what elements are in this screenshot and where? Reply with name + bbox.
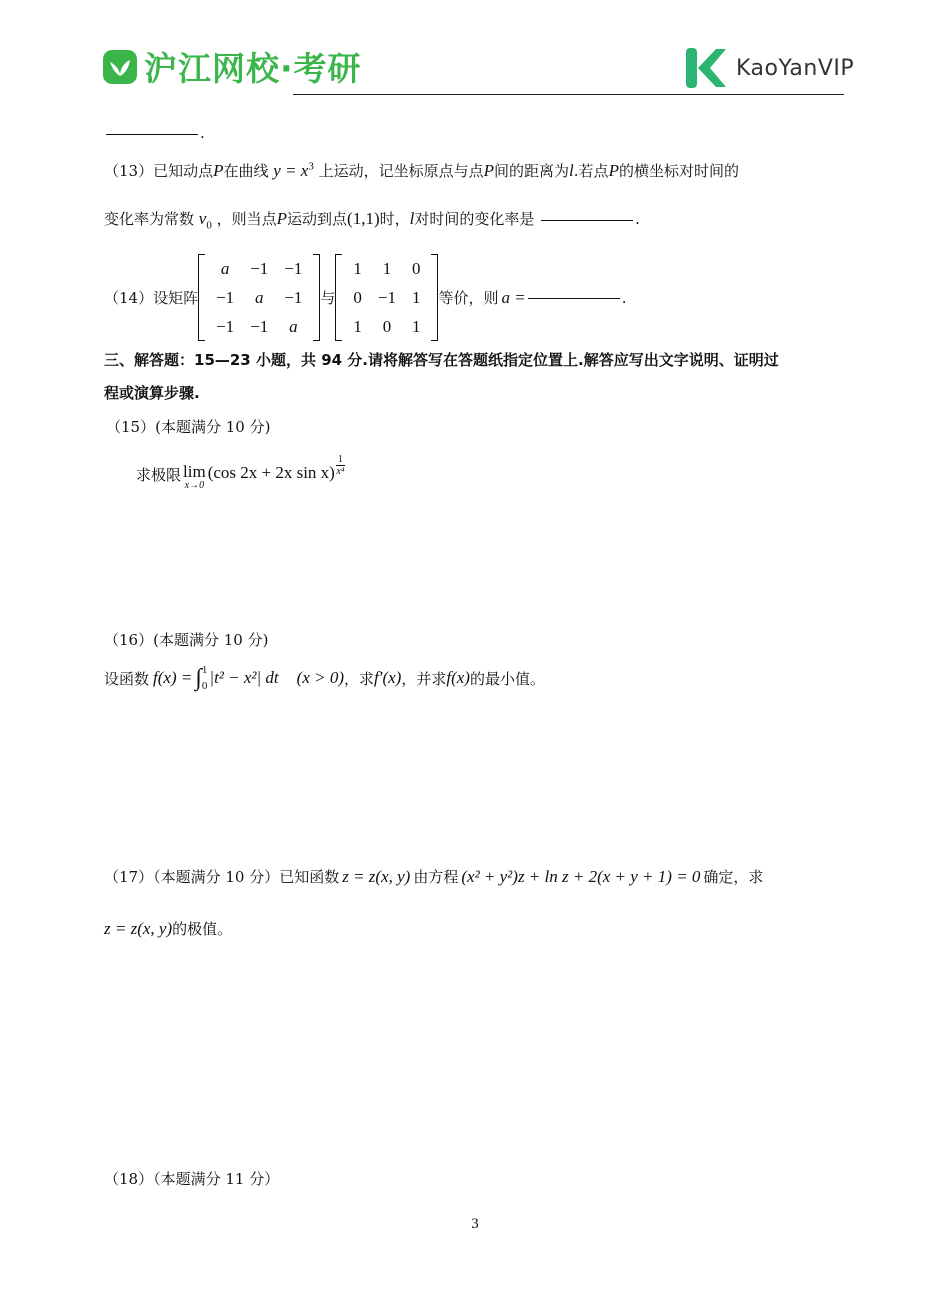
kaoyanvip-logo <box>684 46 854 90</box>
q16-limits: 1 0 <box>201 664 208 692</box>
hujiang-logo <box>102 43 362 90</box>
section3-heading-line1: 三、解答题：15—23 小题，共 94 分.请将解答写在答题纸指定位置上.解答应写出文字说明、证明过 <box>104 351 779 369</box>
q15-title: （15）(本题满分 10 分) <box>106 418 271 436</box>
kaoyan-k-icon <box>684 46 728 90</box>
q17-line1: （17）（本题满分 10 分）已知函数 z = z(x, y) 由方程 (x² + y²)z + ln z + 2(x + y + 1) = 0 确定，求 <box>104 866 764 886</box>
q14-answer-blank <box>528 297 620 299</box>
q13-line1: （13）已知动点P在曲线 $y = x^3$ 上运动，记坐标原点与点P间的距离为l.若点P的横坐标对时间的 <box>104 160 739 180</box>
kaoyanvip-brand-text: KaoYanVIP <box>736 55 855 81</box>
q16-title: （16）(本题满分 10 分) <box>104 631 269 649</box>
q12-answer-blank: . <box>104 124 205 142</box>
q15-exponent: 1 x⁴ <box>336 454 345 477</box>
q13-v0: $v_0$ <box>198 209 212 232</box>
q15-lim: lim x→0 <box>183 462 206 491</box>
q15-expression: 求极限 lim x→0 (cos 2x + 2x sin x) 1 x⁴ <box>136 454 345 491</box>
q13-answer-blank <box>541 219 633 221</box>
q14-line: （14）设矩阵 a −1 −1 −1 a −1 −1 −1 a 与 1 1 0 0 −1 1 1 0 1 等价，则 a = . <box>104 254 627 341</box>
q14-matrix-b: 1 1 0 0 −1 1 1 0 1 <box>335 254 438 341</box>
page-number: 3 <box>471 1216 479 1232</box>
hujiang-leaf-icon <box>102 49 138 85</box>
q13-line2: 变化率为常数 $v_0$ ，则当点P运动到点(1,1)时，l对时间的变化率是 . <box>104 209 640 232</box>
q18-title: （18）（本题满分 11 分） <box>104 1170 280 1188</box>
header-divider <box>293 94 844 95</box>
q17-line2: z = z(x, y) 的极值。 <box>104 918 233 938</box>
q13-curve: $y = x^3$ <box>273 160 314 180</box>
section3-heading-line2: 程或演算步骤. <box>104 384 200 402</box>
q16-expression: 设函数 f(x) = ∫ 1 0 |t² − x²| dt (x > 0) ，求 f′(x) ，并求 f(x) 的最小值。 <box>104 664 545 692</box>
hujiang-brand-text: 沪江网校·考研 <box>144 49 362 88</box>
q14-matrix-a: a −1 −1 −1 a −1 −1 −1 a <box>198 254 320 341</box>
